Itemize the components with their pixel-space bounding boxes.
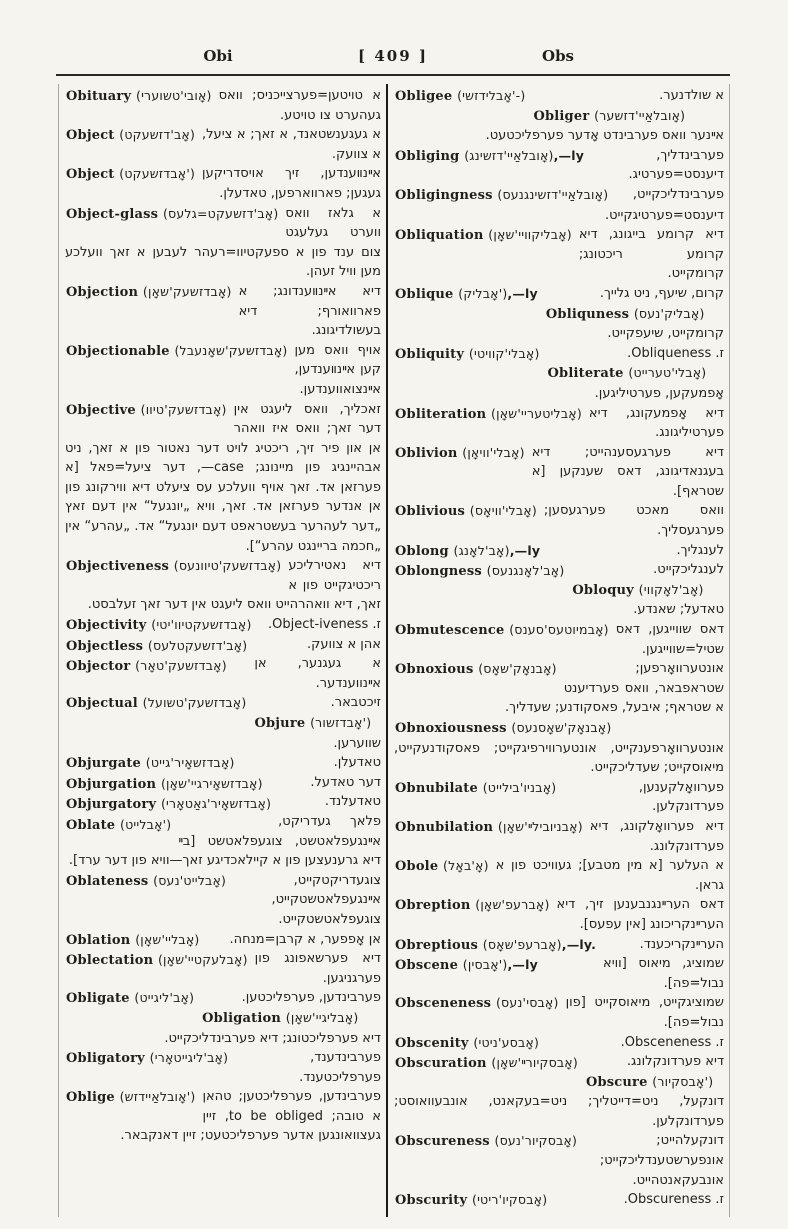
entry-definition: אהן א צוועק. [307, 636, 381, 652]
header-rule [56, 74, 730, 76]
dictionary-entry [394, 1131, 724, 1190]
entry-definition: הערײנקריכענד. [639, 936, 724, 952]
dictionary-entry [65, 693, 381, 713]
entry-pronunciation: (אָבדזשור') [310, 715, 372, 730]
dictionary-entry [65, 204, 381, 282]
entry-headword: Obliquation [395, 228, 484, 244]
entry-headword: Obscene [395, 958, 459, 974]
entry-pronunciation: (אָבליק') [458, 285, 508, 301]
dictionary-entry [394, 304, 724, 344]
entry-definition: לענגליכקייט. [653, 562, 724, 578]
dictionary-entry [394, 443, 724, 502]
dictionary-entry [65, 556, 381, 615]
headword-group [532, 106, 692, 127]
entry-headword: Obscure [585, 1074, 648, 1090]
entry-definition: שמוציג, מיאוס [וויא נבול=פה]. [603, 956, 724, 991]
headword-group [394, 895, 557, 916]
entry-pronunciation: (אָבסקיור') [652, 1073, 714, 1089]
entry-definition: טאדעלנד. [324, 794, 381, 810]
entry-headword: Obliquness [545, 306, 630, 322]
entry-definition: דיא פערדונקלונג. [626, 1054, 724, 1070]
entry-definition: אן אָפפער, א קרבן=מנחה. [229, 931, 381, 947]
entry-pronunciation: (אָובי'טשוערי) [135, 88, 212, 103]
entry-suffix: ,—ly. [561, 936, 597, 952]
entry-headword: Obloquy [572, 582, 634, 598]
entry-pronunciation: (אָבלי'וויאָן) [462, 444, 525, 460]
entry-definition: פערוואָלקענען, פערדונקלען. [638, 779, 724, 815]
entry-pronunciation: (אָברעפ'שאָס) [482, 936, 562, 952]
headword-group [65, 988, 201, 1009]
entry-definition: ז. Obsceneness. [620, 1034, 724, 1050]
dictionary-entry [394, 363, 724, 403]
entry-pronunciation: (אָבסין') [462, 957, 508, 973]
entry-pronunciation: (אָבדזשעק'טיוו) [140, 401, 227, 417]
entry-pronunciation: (אָבניובילײ'שאָן) [497, 818, 583, 834]
entry-headword: Objure [254, 716, 306, 731]
entry-headword: Obscurity [395, 1193, 468, 1209]
entry-headword: Oblongness [395, 564, 482, 580]
headword-group [545, 304, 712, 325]
headword-group [394, 1033, 546, 1054]
entry-pronunciation: (אָבליקוויי'שאָן) [488, 227, 572, 243]
entry-headword: Obliquity [395, 346, 465, 362]
entry-headword: Objectless [66, 638, 144, 654]
headword-group [571, 580, 710, 601]
text-block [58, 84, 730, 1217]
dictionary-entry [394, 935, 724, 955]
entry-pronunciation: (אָבדזשאָיר'גאַטאָרי) [160, 796, 272, 812]
entry-headword: Obligatory [66, 1051, 145, 1067]
entry-definition: צוגעדריקטקייט, אײנגעפלאטשטקייט, צוגעפלאטשטקייט. [271, 872, 381, 927]
dictionary-entry [394, 344, 724, 364]
entry-definition: זאכליך, וואס ליעגט אין דער זאך; וואס איז וואהר אן און פיר זיך, ריכטיג לויט דער נאטור פון א זאך, ניט אבהיינגיג פון מיינונג; case—, דער ציעל=פאל [א פערזאן אד. זאך אויף וועלכע עס ציעלט דיא ווירקונג פון אן אנדער פערזאן אד. זאך, וויא „יונגעל“ אין דעם זאץ „דער לעהרער בעשטראפט דעם יונגעל“ אד. „עהרע“ אין „חכמה בריינגט עהרע“]. [65, 401, 381, 554]
entry-definition: וואס מאכט פערגעסען; פערגעסליך. [543, 503, 724, 539]
headword-group [585, 1072, 720, 1093]
entry-pronunciation: (אָובלאַיידזש') [119, 1089, 196, 1105]
entry-pronunciation: (אָב'דזשעקטלעס) [147, 637, 248, 653]
entry-pronunciation: (אָבדזשעק'טשועל) [142, 695, 247, 711]
entry-headword: Object-glass [66, 206, 159, 222]
entry-headword: Objectivity [66, 618, 147, 634]
headword-group [394, 993, 566, 1014]
entry-pronunciation: (אָבנאָק'שאָס) [478, 661, 557, 677]
entry-definition: פערבינדען, פערפליכטען; טהאן א טובה; to be obliged, זיין געצוואונגען אדער פערפליכטעט; זיין דאנקבאר. [120, 1089, 381, 1144]
entry-pronunciation: (אָבדזשעק'טאָר) [135, 658, 227, 674]
entry-pronunciation: (אָבליק'נעס) [633, 305, 705, 321]
entry-definition: דאס שווייגען, דאס שטיל=שווייגען. [615, 622, 724, 657]
entry-definition: דער טאדעל. [310, 774, 381, 790]
dictionary-entry [394, 225, 724, 284]
entry-pronunciation: (אָבניו'בילייט) [482, 779, 557, 795]
entry-definition: א טויטען=פערצייכניס; וואס געהערט צו טויטע. [218, 88, 381, 123]
dictionary-entry [394, 778, 724, 817]
dictionary-entry [394, 1033, 724, 1053]
dictionary-entry [394, 954, 724, 993]
entry-headword: Obscuration [395, 1056, 487, 1072]
headword-group [394, 344, 547, 365]
entry-headword: Object [66, 128, 115, 144]
entry-headword: Objurgate [66, 756, 142, 772]
headword-group [394, 778, 563, 799]
entry-pronunciation: (אָובלאַיי'דזשינג) [464, 147, 554, 163]
entry-headword: Objectionable [66, 343, 170, 359]
entry-headword: Obliging [395, 148, 460, 164]
dictionary-entry [394, 1072, 724, 1132]
entry-definition: טאדעלן. [333, 755, 381, 771]
entry-pronunciation: (אָבדזשעקטיוו'יטי) [151, 617, 252, 633]
entry-definition: ז. Obliqueness. [627, 345, 724, 361]
entry-definition: דיא נאטירליכע ריכטיגקייט פון א זאך, דיא וואהרהייט וואס ליעגט אין דער זאך זעלבסט. [87, 558, 381, 613]
entry-pronunciation: (אָבדזשעקט') [119, 166, 196, 182]
dictionary-entry [394, 106, 724, 146]
headword-group [65, 930, 206, 951]
entry-definition: פערבינדליכקייט, דיענסט=פערטיגקייט. [605, 186, 724, 223]
dictionary-entry [394, 560, 724, 580]
entry-definition: דונקעלהייט; אונפערשטענדליכקייט; אונבעקאנטהייט. [599, 1133, 724, 1188]
headword-group [394, 185, 615, 206]
headword-group [394, 225, 579, 246]
entry-definition: דיא אײנװענדונג; א פארוואורף; דיא בעשולדיגונג. [238, 283, 381, 339]
entry-pronunciation: (אָב'לאָנג) [453, 542, 510, 558]
entry-definition: זיכטבאר. [330, 695, 381, 711]
headword-group [394, 284, 545, 305]
headword-group [65, 693, 253, 714]
dictionary-entry [65, 654, 381, 693]
headword-group [65, 282, 239, 303]
entry-definition: א שולדנער. [659, 88, 724, 103]
headword-group [65, 125, 202, 146]
entry-pronunciation: (אָבסע'ניטי) [473, 1034, 540, 1050]
headword-group [394, 501, 544, 522]
entry-pronunciation: (אָבליי'שאָן) [135, 931, 200, 947]
headword-group [65, 615, 259, 636]
dictionary-entry [394, 404, 724, 443]
entry-definition: אײנװענדען, זיך אויסדריקען געגען; פארווארפען, טאדעלן. [202, 166, 381, 201]
entry-definition: א העלער [א מין מטבע]; געוויכט פון א גראן. [495, 858, 724, 893]
entry-headword: Objector [66, 659, 131, 675]
dictionary-entry [65, 341, 381, 400]
entry-definition: דיא קרומע בייגונג, דיא קרומע ריכטונג; קרומקייט. [578, 227, 724, 282]
entry-definition: פערבינדען, פערפליכטען. [241, 990, 381, 1006]
entry-pronunciation: (אָבסי'נעס) [495, 995, 559, 1011]
entry-headword: Obnubilation [395, 819, 494, 835]
entry-headword: Obreptious [395, 937, 479, 953]
entry-definition: ז. Obscureness. [623, 1192, 724, 1208]
headword-group [65, 774, 270, 795]
dictionary-entry [65, 86, 381, 125]
entry-headword: Oblectation [66, 953, 154, 969]
dictionary-entry [65, 635, 381, 655]
entry-pronunciation: (אָבדזשעק'שאָן) [142, 283, 232, 299]
dictionary-entry [65, 988, 381, 1008]
headword-group [65, 556, 288, 577]
headword-group [394, 561, 571, 582]
dictionary-entry [65, 125, 381, 164]
dictionary-entry [65, 812, 381, 871]
entry-suffix: ,—ly [553, 147, 585, 163]
entry-headword: Obreption [395, 898, 471, 914]
entry-definition: אונטערוואָרפענקייט, אונטערווירפיגקייט; פאסקודנעקייט, מיאוסקייט; שעדליכקייט. [394, 740, 724, 776]
entry-definition: אונטערוואָרפען; שטראפבאר, וואס פערדיענט א שטראף; איבעל, פאסקודנע; שעדליך. [504, 661, 724, 716]
entry-headword: Obmutescence [395, 623, 505, 639]
entry-headword: Objective [66, 402, 136, 418]
dictionary-entry [65, 615, 381, 635]
headword-group [65, 204, 285, 225]
headword-group [65, 815, 178, 836]
entry-pronunciation: (אָבסקיו'ריטי) [471, 1192, 548, 1208]
dictionary-entry [65, 164, 381, 203]
entry-pronunciation: (אָב'דזשעקט) [119, 127, 196, 143]
entry-definition: לענגליך. [676, 542, 724, 558]
entry-definition: דיא פערפליכטונג; דיא פערבינדליכקייט. [164, 1030, 381, 1046]
dictionary-entry [65, 282, 381, 341]
dictionary-entry [394, 718, 724, 778]
entry-pronunciation: (אָ'באָל) [443, 858, 489, 874]
dictionary-entry [394, 185, 724, 225]
headword-group [253, 713, 378, 734]
dictionary-entry [65, 713, 381, 753]
entry-pronunciation: (אָבדזשעק'שאָנעבל) [174, 342, 288, 358]
header-guide-word-left: Obi [203, 47, 233, 65]
dictionary-entry [394, 895, 724, 934]
column-left [59, 84, 386, 1217]
entry-pronunciation: (אָב'ליגייטאָרי) [149, 1050, 229, 1066]
entry-pronunciation: (אָבסקיורײ'שאָן) [491, 1055, 578, 1071]
entry-definition: א געגנער, אן אײנווענדער. [254, 656, 381, 691]
entry-pronunciation: (אָב'לאָנגנעס) [486, 563, 565, 579]
entry-pronunciation: (אָברעפ'שאָן) [475, 897, 550, 913]
entry-pronunciation: (אָבליגיי'שאָן) [285, 1009, 359, 1025]
entry-definition: אָפמעקען, פערטיליגען. [594, 385, 724, 401]
entry-headword: Obligee [395, 89, 453, 104]
entry-definition: פערבינדליך, דיענסט=פערטיג. [628, 147, 724, 183]
entry-pronunciation: (אָב'לאָקווי) [638, 581, 704, 597]
headword-group [201, 1008, 365, 1029]
entry-headword: Obsceneness [395, 996, 492, 1012]
entry-pronunciation: (אָבלי'קוויטי) [468, 345, 540, 361]
headword-group [394, 404, 589, 425]
headword-group [65, 794, 278, 815]
headword-group [394, 718, 618, 739]
entry-headword: Obligingness [395, 187, 493, 203]
dictionary-entry [394, 1052, 724, 1072]
entry-definition: דיא פערוואָלקונג, דיא פערדונקלונג. [589, 818, 724, 854]
entry-definition: ז. Object-iveness. [267, 617, 381, 633]
headword-group [394, 817, 590, 838]
entry-headword: Objurgation [66, 776, 157, 792]
entry-pronunciation: (אָב'ליגייט) [134, 990, 195, 1006]
headword-group [65, 341, 295, 362]
entry-definition: פערבינדענד, פערפליכטענד. [299, 1050, 381, 1085]
entry-definition: א גלאז וואס ווערט געלעגט צום ענד פון א ספעקטיוו=רעהר לעבען א זאך וועלכע מען וויל זעהן. [65, 205, 381, 280]
entry-pronunciation: (אָבליטעריי'שאָן) [491, 405, 582, 421]
header-guide-word-right: Obs [542, 47, 574, 65]
entry-headword: Oblivion [395, 445, 458, 461]
dictionary-entry [394, 86, 724, 106]
entry-pronunciation: (אָב'דזשעקט=גלעס) [162, 205, 279, 221]
entry-headword: Obliteration [395, 406, 487, 422]
entry-pronunciation: (אָבסקיור'נעס) [494, 1133, 578, 1149]
entry-pronunciation: (אָבדזשעק'טיוונעס) [173, 558, 282, 574]
entry-definition: קרומקייט, שיעפקייט. [607, 326, 724, 342]
headword-group [65, 1048, 235, 1069]
entry-pronunciation: (אָובלאַיי'דזשער) [594, 107, 686, 123]
headword-group [394, 935, 603, 956]
entry-definition: דאס הערײנגנבענען זיך, דיא הערײנקריכונג [אין עפעס]. [556, 897, 724, 932]
entry-headword: Objurgatory [66, 797, 157, 813]
entry-pronunciation: (אָבנאָק'שאָסנעס) [511, 720, 612, 735]
dictionary-entry [394, 501, 724, 540]
headword-group [65, 753, 242, 774]
entry-pronunciation: (אָבלי'טערייט) [628, 365, 707, 381]
entry-headword: Obnoxious [395, 662, 474, 678]
entry-headword: Obnubilate [395, 780, 478, 796]
headword-group [394, 1190, 554, 1211]
dictionary-entry [394, 146, 724, 185]
entry-pronunciation: (אָבמיוטעס'סענס) [509, 622, 609, 638]
headword-group [65, 86, 219, 107]
dictionary-entry [394, 620, 724, 659]
entry-pronunciation: (אָבלעקטיי'שאָן) [157, 952, 248, 968]
dictionary-entry [65, 949, 381, 988]
running-head [58, 47, 728, 69]
entry-pronunciation: (אָבדזשאָירגיי'שאָן) [160, 775, 263, 791]
entry-definition: דיא פערגעסענהייט; דיא בעגנאדיגונג, דאס שענקען [א שטראף]. [531, 444, 724, 499]
dictionary-entry [65, 1087, 381, 1146]
entry-definition: פלאך געדריקט, אײנגעפלאטשט, צוגעפלאטשט [בײ דיא גרענעצען פון א קיילאכדיגע זאך—וויא פון דער ערד]. [68, 813, 381, 869]
entry-headword: Oblate [66, 817, 116, 833]
entry-headword: Obscureness [395, 1134, 490, 1150]
dictionary-entry [65, 753, 381, 773]
entry-suffix: ,—ly [507, 957, 538, 973]
dictionary-entry [394, 580, 724, 620]
dictionary-entry [394, 659, 724, 718]
entry-headword: Objectual [66, 696, 138, 712]
headword-group [65, 1087, 202, 1108]
entry-headword: Oblivious [395, 504, 466, 520]
entry-headword: Obligate [66, 991, 130, 1007]
entry-headword: Objection [66, 284, 139, 300]
entry-headword: Obole [395, 859, 439, 875]
headword-group [65, 164, 202, 185]
headword-group [65, 656, 234, 677]
entry-definition: אײנער וואס פערבינדט אָדער פערפליכטעט. [485, 128, 724, 144]
headword-group [394, 1053, 585, 1074]
dictionary-entry [394, 856, 724, 895]
dictionary-entry [394, 993, 724, 1032]
dictionary-entry [65, 792, 381, 812]
entry-headword: Obnoxiousness [395, 721, 507, 736]
entry-suffix: ,—ly [509, 542, 541, 558]
entry-definition: שמוציגקייט, מיאוסקייט [פון נבול=פה]. [565, 995, 724, 1030]
entry-pronunciation: (אָבדזשאָיר'גייט) [145, 755, 235, 771]
entry-pronunciation: (אָבלי'וויאָס) [469, 503, 537, 519]
headword-group [65, 636, 254, 657]
headword-group [65, 950, 255, 971]
dictionary-entry [394, 1190, 724, 1210]
entry-headword: Obligation [202, 1010, 282, 1026]
headword-group [65, 871, 233, 892]
headword-group [394, 146, 591, 167]
entry-headword: Object [66, 167, 115, 183]
page-number: [ 409 ] [358, 47, 428, 65]
headword-group [547, 363, 714, 384]
headword-group [394, 541, 547, 562]
headword-group [394, 659, 564, 680]
entry-definition: קרום, שיעף, ניט גלייך. [599, 285, 724, 301]
entry-headword: Obituary [66, 89, 132, 104]
headword-group [394, 86, 532, 107]
dictionary-entry [65, 773, 381, 793]
dictionary-entry [65, 1048, 381, 1087]
entry-definition: דונקעל, ניט=דייטליך; ניט=בעקאנט, אונבעוואוסט; פערדונקלען. [394, 1094, 724, 1129]
entry-definition: דיא פערשאפונג פון פערגניגען. [254, 951, 381, 986]
entry-headword: Oblong [395, 543, 449, 559]
headword-group [394, 620, 616, 641]
headword-group [394, 955, 545, 976]
entry-headword: Objectiveness [66, 559, 170, 575]
entry-headword: Oblige [66, 1090, 115, 1106]
entry-headword: Oblique [395, 286, 454, 302]
entry-definition: אויף וואס מען קען אײנװענדען, אײנצואווענדען. [294, 342, 381, 397]
headword-group [394, 443, 532, 464]
entry-pronunciation: (אָבלייט'נעס) [153, 872, 227, 888]
dictionary-entry [65, 400, 381, 557]
entry-definition: דיא אָפמעקונג, דיא פערטיליגונג. [588, 405, 724, 441]
entry-definition: א געגענשטאנד, א זאך; א ציעל, א צוועק. [202, 127, 381, 162]
dictionary-entry [394, 284, 724, 304]
entry-pronunciation: (אָובלאַיי'דזשינגנעס) [497, 186, 609, 202]
dictionary-entry [65, 1008, 381, 1048]
dictionary-entry [65, 871, 381, 930]
entry-suffix: ,—ly [507, 285, 538, 301]
dictionary-entry [65, 930, 381, 950]
dictionary-entry [394, 541, 724, 561]
entry-headword: Oblation [66, 932, 131, 948]
headword-group [65, 400, 234, 421]
entry-headword: Obscenity [395, 1035, 469, 1051]
entry-definition: שווערען. [333, 735, 381, 751]
entry-headword: Oblateness [66, 873, 149, 889]
dictionary-entry [394, 817, 724, 856]
headword-group [394, 1131, 584, 1152]
entry-pronunciation: (אָבלידזשי'-) [457, 88, 526, 103]
column-right [388, 84, 728, 1217]
entry-headword: Obliterate [547, 366, 624, 382]
headword-group [394, 856, 496, 877]
entry-definition: טאדעל; שאנדע. [633, 602, 724, 618]
entry-pronunciation: (אָבלייט') [120, 816, 172, 832]
entry-headword: Obliger [533, 108, 590, 124]
